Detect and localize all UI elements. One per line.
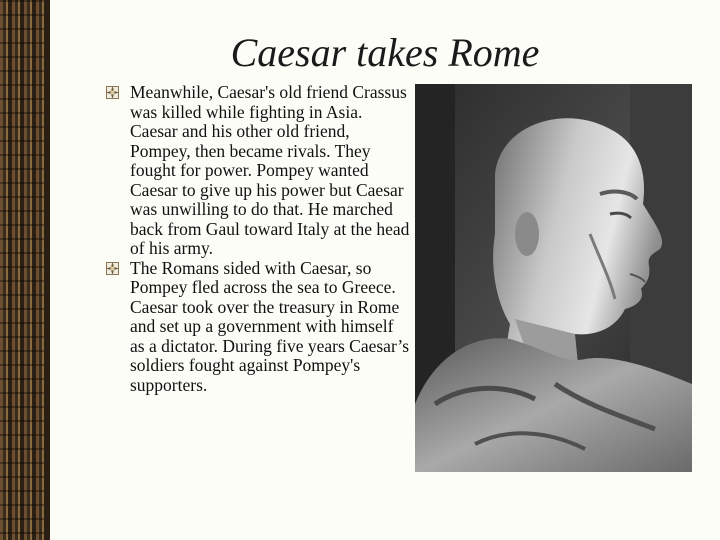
bullet-item bbox=[106, 259, 411, 396]
ornamental-bullet-icon bbox=[106, 86, 119, 99]
bust-illustration bbox=[415, 84, 692, 472]
border-edge bbox=[44, 0, 50, 540]
slide-title: Caesar takes Rome bbox=[230, 30, 540, 75]
decorative-border bbox=[0, 0, 50, 540]
caesar-bust-image bbox=[415, 84, 692, 472]
bullet-list bbox=[106, 83, 411, 395]
bullet-text: Meanwhile, Caesar's old friend Crassus was killed while fighting in Asia. Caesar and his other old friend, Pompey, then became rivals. They fought for power. Pompey wanted Caesar to give up his power but Caesar was unwilling to do that. He marched back from Gaul toward Italy at the head of his army. bbox=[130, 82, 410, 258]
bullet-text: The Romans sided with Caesar, so Pompey fled across the sea to Greece. Caesar took over the treasury in Rome and set up a government with himself as a dictator. During five years Caesar’s soldiers fought against Pompey's supporters. bbox=[130, 257, 410, 395]
bullet-item bbox=[106, 83, 411, 259]
ornamental-bullet-icon bbox=[106, 262, 119, 275]
